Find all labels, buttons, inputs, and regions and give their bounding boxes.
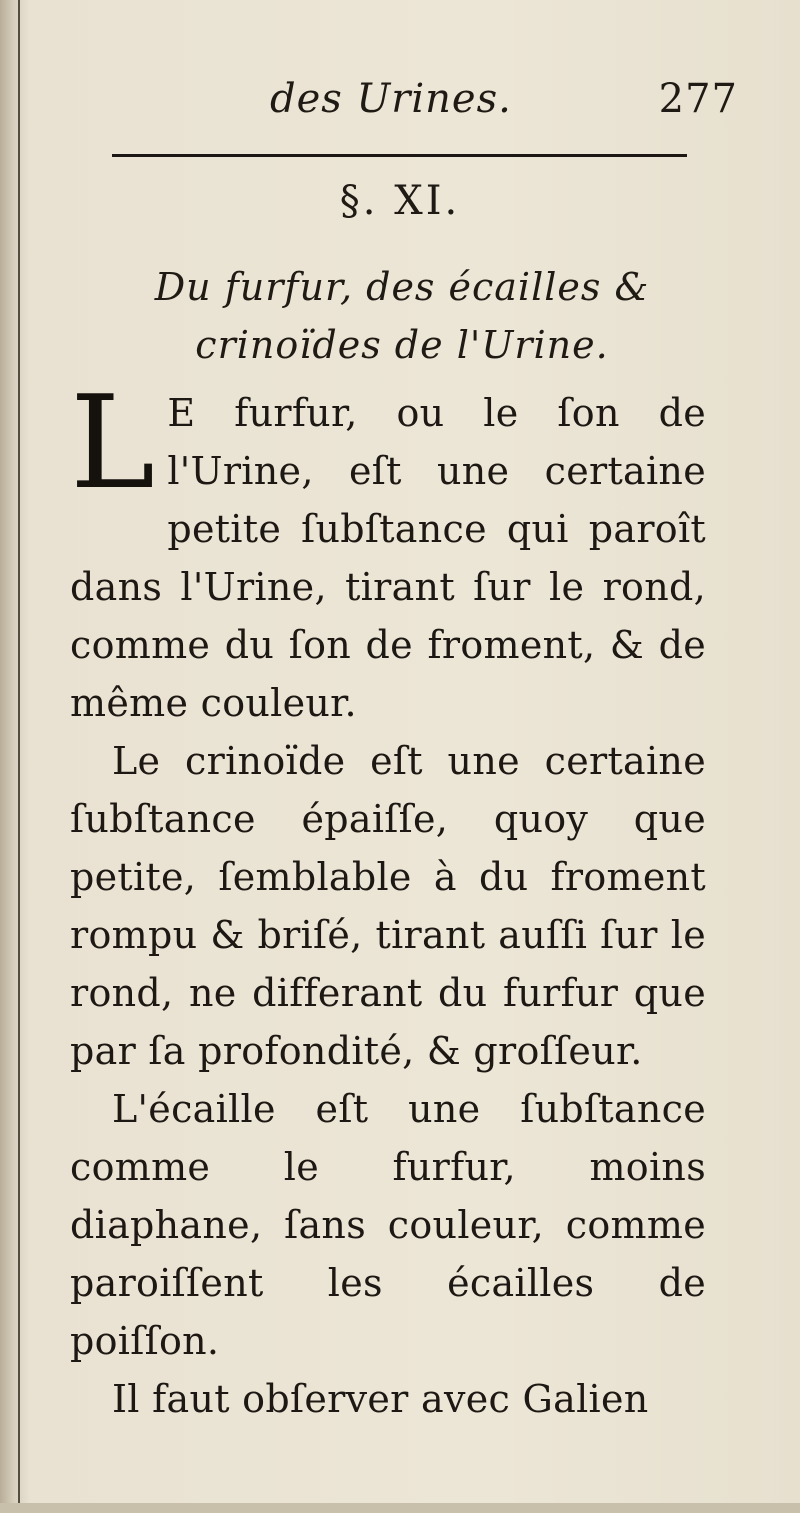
section-title: Du furfur, des écailles & crinoïdes de l'Urine. [154,265,650,367]
page-header [60,70,780,140]
body-text [70,369,706,1428]
paragraph-text: E furfur, ou le ſon de l'Urine, eſt une certaine petite ſubſtance qui paroît dans l'Urine, tirant ſur le rond, comme du ſon de froment, & de même couleur. [70,391,706,725]
page-number: 277 [658,76,738,122]
section-number: §. XI. [339,178,461,224]
header-rule [112,154,687,157]
paragraph [70,369,706,732]
paragraph: Il faut obſerver avec Galien [112,1377,649,1421]
page-bottom-edge [0,1503,800,1513]
page-gutter-edge [18,0,20,1513]
running-head: des Urines. [270,76,512,122]
drop-cap: L [70,369,156,518]
paragraph: Le crinoïde eſt une certaine ſubſtance épaiſſe, quoy que petite, ſemblable à du froment rompu & briſé, tirant auſſi ſur le rond, ne differant du furfur que par ſa profondité, & groſſeur. [70,739,706,1073]
paragraph: L'écaille eſt une ſubſtance comme le furfur, moins diaphane, ſans couleur, comme paroiſſent les écailles de poiſſon. [70,1087,706,1363]
